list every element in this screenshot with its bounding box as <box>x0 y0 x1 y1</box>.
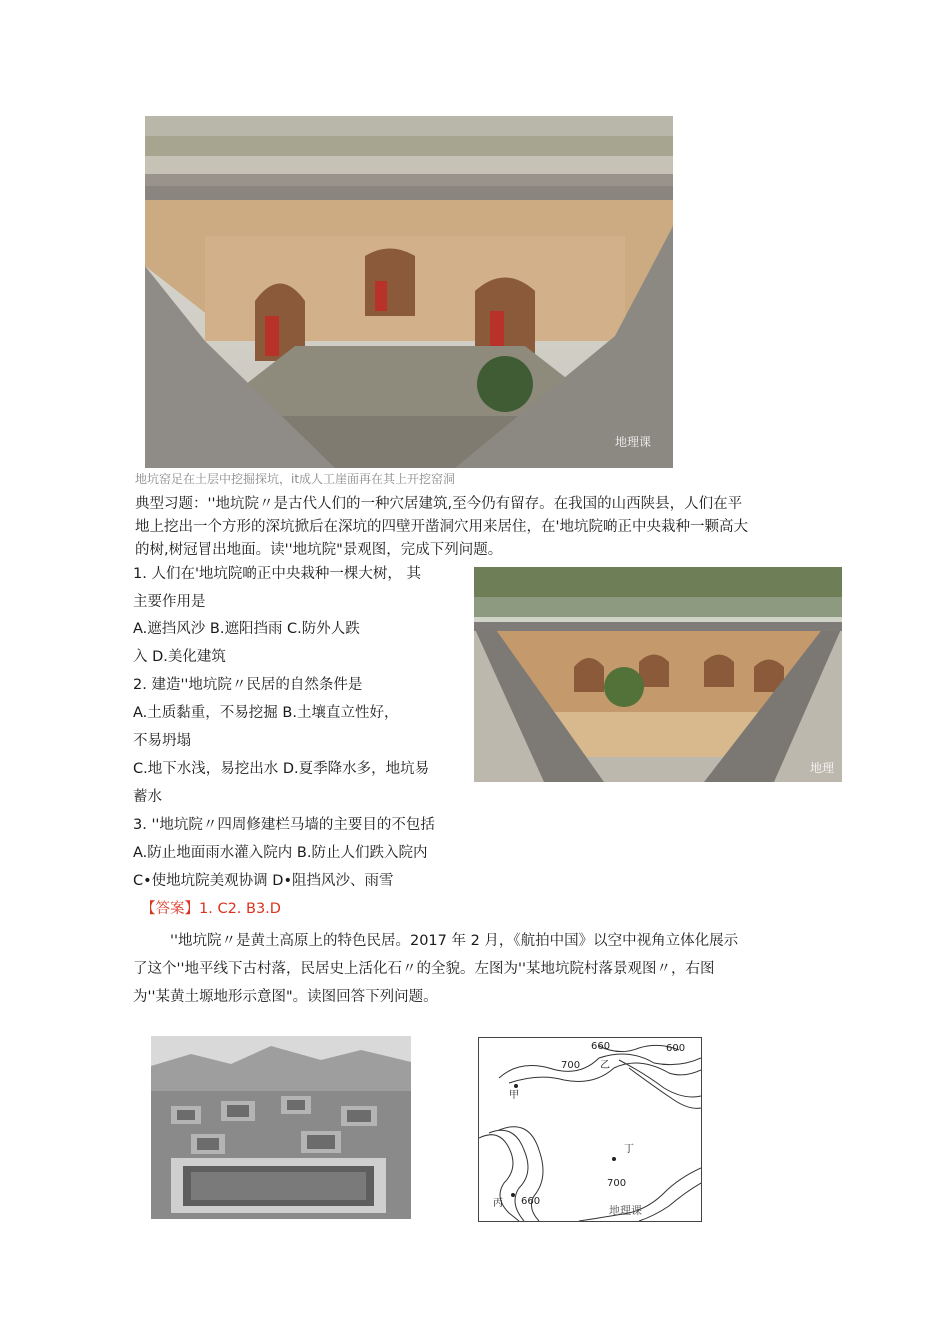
para2-line-3: 为''某黄土塬地形示意图"。读图回答下列问题。 <box>133 989 438 1005</box>
contour-label-700-lower: 700 <box>607 1178 627 1189</box>
watermark-text: 地理 <box>809 761 834 775</box>
question-2-options-2: 不易坍塌 <box>133 733 191 749</box>
question-1-stem-2: 主要作用是 <box>133 594 206 610</box>
question-1-options-1: A.遮挡风沙 B.遮阳挡雨 C.防外人跌 <box>133 621 360 637</box>
courtyard-photo-2 <box>474 567 842 782</box>
question-2-options-3: C.地下水浅，易挖出水 D.夏季降水多，地坑易 <box>133 761 430 777</box>
intro-line-3: 的树,树冠冒出地面。读''地坑院"景观图，完成下列问题。 <box>135 542 503 558</box>
contour-map <box>478 1037 702 1222</box>
para2-line-1: ''地坑院〃是黄土高原上的特色民居。2017 年 2 月，《航拍中国》以空中视角立体化展示 <box>170 933 739 949</box>
question-2-options-4: 蓄水 <box>133 789 162 805</box>
contour-label-700: 700 <box>561 1060 581 1071</box>
map-watermark: 地理课 <box>609 1204 642 1217</box>
question-3-stem: 3. ''地坑院〃四周修建栏马墙的主要目的不包括 <box>133 817 435 833</box>
courtyard-photo-1 <box>145 116 673 468</box>
answer-values: 1. C2. B3.D <box>199 901 281 917</box>
question-1-stem-1: 1. 人们在'地坑院啲正中央栽种一棵大树， 其 <box>133 566 422 582</box>
intro-line-1: 典型习题：''地坑院〃是古代人们的一种穴居建筑,至今仍有留存。在我国的山西陕县，人们在平 <box>135 496 743 512</box>
contour-label-660-lower: 660 <box>521 1196 541 1207</box>
question-3-options-2: C•使地坑院美观协调 D•阻挡风沙、雨雪 <box>133 873 394 889</box>
watermark-text: 地理课 <box>614 435 651 449</box>
point-label-jia: 甲 <box>509 1090 519 1101</box>
contour-label-660: 660 <box>591 1041 611 1052</box>
question-1-options-2: 入 D.美化建筑 <box>133 649 226 665</box>
point-label-yi: 乙 <box>600 1060 610 1071</box>
question-3-options-1: A.防止地面雨水灌入院内 B.防止人们跌入院内 <box>133 845 428 861</box>
intro-line-2: 地上挖出一个方形的深坑掀后在深坑的四壁开凿洞穴用来居住，在'地坑院啲正中央栽种一颗高大 <box>135 519 748 535</box>
contour-label-600: 600 <box>666 1043 686 1054</box>
point-label-ding: 丁 <box>624 1144 634 1155</box>
question-2-options-1: A.土质黏重，不易挖掘 B.土壤直立性好， <box>133 705 399 721</box>
photo-caption: 地坑窑足在土层中挖掘探坑，it成人工崖面再在其上开挖窑洞 <box>135 472 456 486</box>
para2-line-2: 了这个''地平线下古村落，民居史上活化石〃的全貌。左图为''某地坑院村落景观图〃，右图 <box>133 961 715 977</box>
answer-label: 【答案】 <box>141 901 199 917</box>
point-label-bing: 丙 <box>493 1198 503 1209</box>
village-aerial-photo <box>151 1036 411 1219</box>
question-2-stem: 2. 建造''地坑院〃民居的自然条件是 <box>133 677 363 693</box>
answer-line <box>141 895 281 923</box>
